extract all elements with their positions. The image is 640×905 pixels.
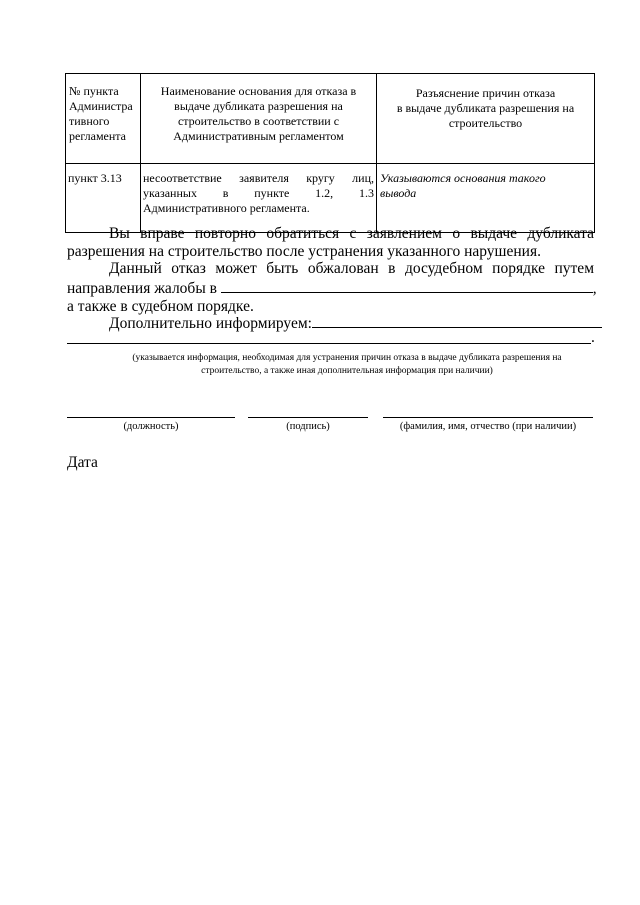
header-explanation: Разъяснение причин отказа в выдаче дубликата разрешения на строительство [377, 74, 595, 164]
additional-info-paragraph: Дополнительно информируем: [67, 313, 594, 333]
additional-info-note: (указывается информация, необходимая для устранения причин отказа в выдаче дубликата разрешения на строительство, а также иная дополнительная информация при наличии) [132, 353, 562, 376]
complaint-line: направления жалобы в , [67, 280, 597, 297]
appeal-paragraph: Данный отказ может быть обжалован в досудебном порядке путем направления жалобы в , а также в судебном порядке. [67, 260, 597, 315]
cell-reason: несоответствие заявителя кругу лиц, указанных в пункте 1.2, 1.3 Административного регламента. [141, 164, 377, 233]
table-header-row [66, 74, 595, 164]
signature-line[interactable] [248, 417, 368, 418]
line-end-dot: . [591, 329, 595, 346]
signature-label: (подпись) [286, 421, 330, 432]
header-reason-name: Наименование основания для отказа в выдаче дубликата разрешения на строительство в соответствии с Административным регламентом [141, 74, 377, 164]
full-name-label: (фамилия, имя, отчество (при наличии) [399, 421, 577, 432]
cell-explanation: Указываются основания такого вывода [377, 164, 595, 233]
cell-point: пункт 3.13 [66, 164, 141, 233]
header-point-number: № пункта Администра тивного регламента [66, 74, 141, 164]
additional-info-blank-line[interactable] [67, 343, 591, 344]
date-label: Дата [67, 454, 98, 471]
position-label: (должность) [123, 421, 179, 432]
full-name-line[interactable] [383, 417, 593, 418]
refusal-reasons-table [65, 73, 595, 233]
additional-info-blank[interactable] [312, 313, 602, 328]
table-row [66, 164, 595, 233]
reapply-paragraph: Вы вправе повторно обратиться с заявлением о выдаче дубликата разрешения на строительство после устранения указанного нарушения. [67, 225, 594, 260]
position-line[interactable] [67, 417, 235, 418]
complaint-authority-blank[interactable] [221, 278, 593, 293]
